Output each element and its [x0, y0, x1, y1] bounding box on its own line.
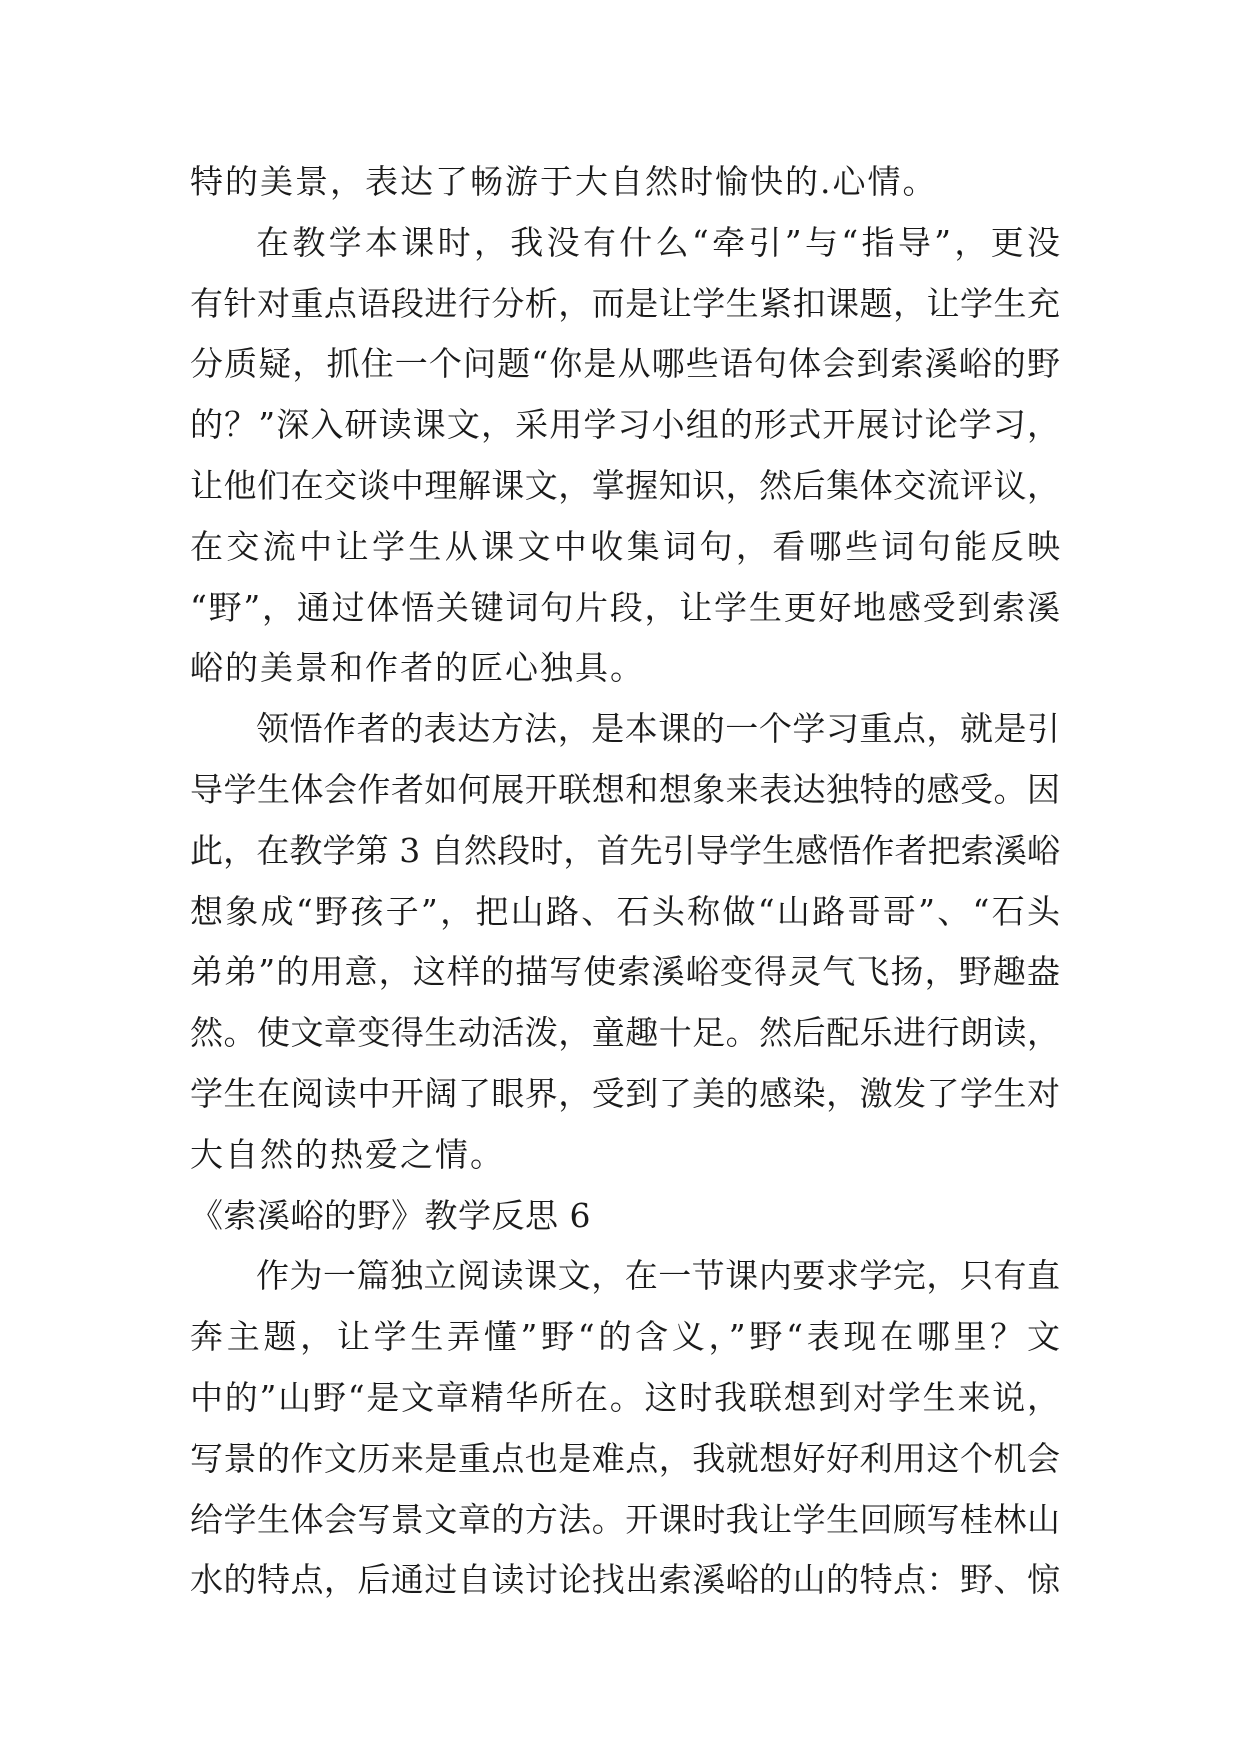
paragraph-line: 大自然的热爱之情。 — [190, 1134, 505, 1174]
paragraph-line: 在教学本课时，我没有什么“牵引”与“指导”，更没 — [256, 222, 1060, 262]
paragraph-line: 给学生体会写景文章的方法。开课时我让学生回顾写桂林山 — [190, 1499, 1060, 1539]
paragraph-line: 然。使文章变得生动活泼，童趣十足。然后配乐进行朗读， — [190, 1013, 1060, 1053]
paragraph-line: 分质疑，抓住一个问题“你是从哪些语句体会到索溪峪的野 — [190, 344, 1060, 384]
paragraph-line: 导学生体会作者如何展开联想和想象来表达独特的感受。因 — [190, 769, 1060, 809]
paragraph-line: “野”，通过体悟关键词句片段，让学生更好地感受到索溪 — [190, 587, 1060, 627]
paragraph-line: 领悟作者的表达方法，是本课的一个学习重点，就是引 — [256, 709, 1060, 749]
paragraph-line: 写景的作文历来是重点也是难点，我就想好好利用这个机会 — [190, 1438, 1060, 1478]
paragraph-line: 在交流中让学生从课文中收集词句，看哪些词句能反映 — [190, 526, 1060, 566]
paragraph-line: 想象成“野孩子”，把山路、石头称做“山路哥哥”、“石头 — [190, 891, 1060, 931]
document-body — [190, 152, 1060, 1611]
paragraph-line: 学生在阅读中开阔了眼界，受到了美的感染，激发了学生对 — [190, 1073, 1060, 1113]
paragraph-line: 弟弟”的用意，这样的描写使索溪峪变得灵气飞扬，野趣盎 — [190, 952, 1060, 992]
paragraph-line: 作为一篇独立阅读课文，在一节课内要求学完，只有直 — [256, 1256, 1060, 1296]
paragraph-line: 有针对重点语段进行分析，而是让学生紧扣课题，让学生充 — [190, 283, 1060, 323]
paragraph-line: 中的”山野“是文章精华所在。这时我联想到对学生来说， — [190, 1377, 1060, 1417]
paragraph-line: 峪的美景和作者的匠心独具。 — [190, 648, 645, 688]
paragraph-line: 让他们在交谈中理解课文，掌握知识，然后集体交流评议， — [190, 465, 1060, 505]
paragraph-line: 奔主题，让学生弄懂”野“的含义，”野“表现在哪里？文 — [190, 1317, 1060, 1357]
paragraph-line: 的？”深入研读课文，采用学习小组的形式开展讨论学习， — [190, 405, 1060, 445]
section-heading: 《索溪峪的野》教学反思 6 — [190, 1195, 591, 1235]
paragraph-line: 此，在教学第 3 自然段时，首先引导学生感悟作者把索溪峪 — [190, 830, 1060, 870]
paragraph-line: 水的特点，后通过自读讨论找出索溪峪的山的特点：野、惊 — [190, 1560, 1060, 1600]
paragraph-line: 特的美景，表达了畅游于大自然时愉快的.心情。 — [190, 162, 938, 201]
